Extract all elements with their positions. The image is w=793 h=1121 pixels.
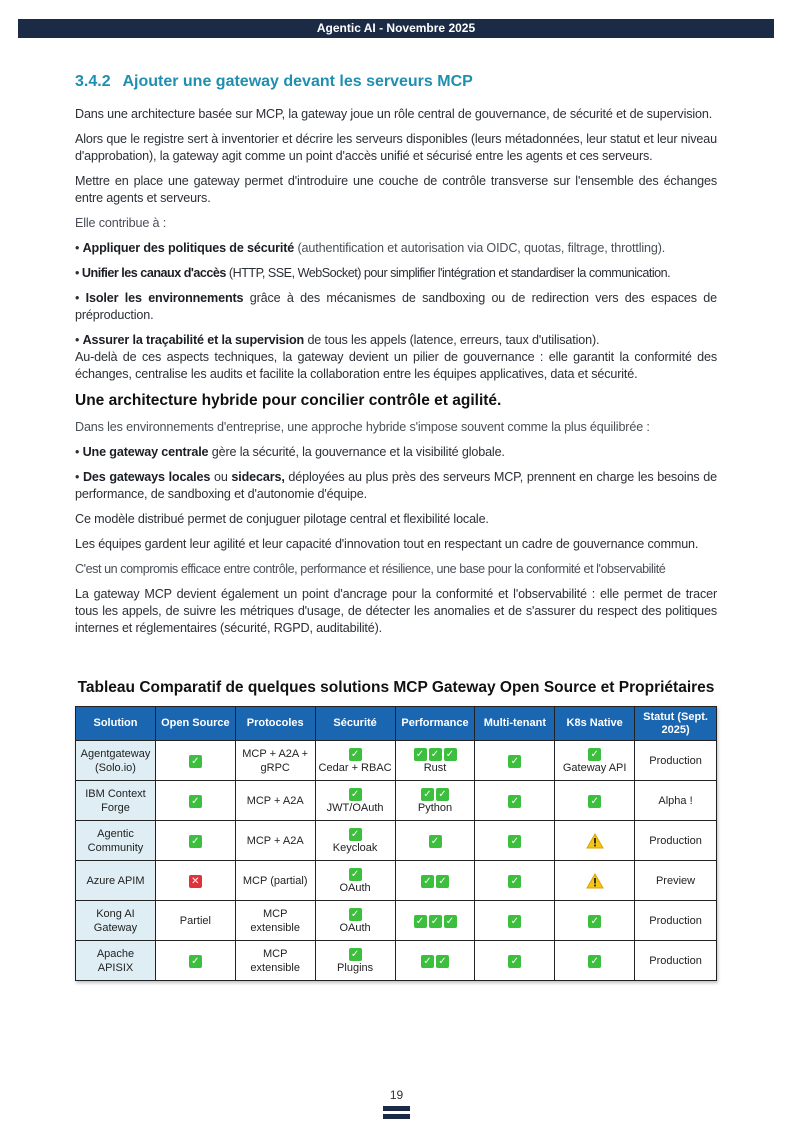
security-cell xyxy=(315,901,395,941)
footer-bar xyxy=(383,1114,410,1119)
protocols-cell: MCP (partial) xyxy=(235,861,315,901)
bullet-bold: Assurer la traçabilité et la supervision xyxy=(82,333,305,347)
check-group xyxy=(587,915,602,927)
check-group xyxy=(398,834,473,848)
k8s-cell xyxy=(555,741,635,781)
check-group xyxy=(188,795,203,807)
check-icon: ✓ xyxy=(588,955,601,968)
check-group xyxy=(318,907,393,921)
check-icon: ✓ xyxy=(444,915,457,928)
check-icon: ✓ xyxy=(588,795,601,808)
check-icon: ✓ xyxy=(349,788,362,801)
performance-cell xyxy=(395,861,475,901)
column-header: Solution xyxy=(76,707,156,741)
bullet-bold: Isoler les environnements xyxy=(85,291,244,305)
paragraph: Dans les environnements d'entreprise, une approche hybride s'impose souvent comme la plus équilibrée : xyxy=(75,420,650,434)
check-icon: ✓ xyxy=(189,835,202,848)
section-number: 3.4.2 xyxy=(75,73,111,90)
check-icon: ✓ xyxy=(349,748,362,761)
bullet-marker: • xyxy=(75,470,83,484)
protocols-cell: MCP + A2A xyxy=(235,821,315,861)
check-icon: ✓ xyxy=(436,788,449,801)
page-number: 19 xyxy=(389,1088,404,1102)
performance-cell xyxy=(395,941,475,981)
security-text: JWT/OAuth xyxy=(326,801,384,814)
bullet-list xyxy=(75,444,717,503)
open-source-cell xyxy=(155,781,235,821)
open-source-cell xyxy=(155,941,235,981)
check-group xyxy=(507,955,522,967)
check-icon: ✓ xyxy=(508,915,521,928)
table-row xyxy=(76,821,717,861)
paragraph: Les équipes gardent leur agilité et leur capacité d'innovation tout en respectant un cadre de gouvernance commun. xyxy=(75,537,699,551)
status-cell: Production xyxy=(635,821,717,861)
multi-tenant-cell xyxy=(475,861,555,901)
table-row xyxy=(76,781,717,821)
bullet-bold: Une gateway centrale xyxy=(82,445,209,459)
performance-cell xyxy=(395,741,475,781)
security-cell xyxy=(315,741,395,781)
column-header: Protocoles xyxy=(235,707,315,741)
multi-tenant-cell xyxy=(475,741,555,781)
status-cell: Production xyxy=(635,941,717,981)
k8s-cell xyxy=(555,941,635,981)
check-icon: ✓ xyxy=(588,748,601,761)
main-content xyxy=(75,72,717,645)
check-icon: ✓ xyxy=(508,955,521,968)
paragraph: Alors que le registre sert à inventorier et décrire les serveurs disponibles (leurs métadonnées, leur statut et leur niveau d'approbation), la gateway agit comme un point d'accès unifié et sécurisé entre les agents et ces serveurs. xyxy=(75,132,717,163)
bullet-marker: • xyxy=(75,333,83,347)
solution-cell: Apache APISIX xyxy=(76,941,156,981)
paragraph: Mettre en place une gateway permet d'introduire une couche de contrôle transverse sur l'ensemble des échanges entre agents et serveurs. xyxy=(75,174,717,205)
performance-cell xyxy=(395,821,475,861)
performance-text: Rust xyxy=(423,761,447,774)
paragraph: Dans une architecture basée sur MCP, la gateway joue un rôle central de gouvernance, de sécurité et de supervision. xyxy=(75,107,713,121)
footer-bar xyxy=(383,1106,410,1111)
check-group xyxy=(398,954,473,968)
security-text: OAuth xyxy=(339,881,371,894)
security-cell xyxy=(315,821,395,861)
column-header: K8s Native xyxy=(555,707,635,741)
k8s-cell xyxy=(555,821,635,861)
check-icon: ✓ xyxy=(421,955,434,968)
check-icon: ✓ xyxy=(414,748,427,761)
table-row xyxy=(76,861,717,901)
security-cell xyxy=(315,781,395,821)
security-text: Cedar + RBAC xyxy=(318,761,392,774)
multi-tenant-cell xyxy=(475,781,555,821)
bullet-marker: • xyxy=(75,266,82,280)
security-cell xyxy=(315,941,395,981)
check-icon: ✓ xyxy=(508,795,521,808)
check-icon: ✓ xyxy=(349,948,362,961)
bullet-text: déployées au plus près des serveurs MCP, prennent en charge les besoins de performance, de sandboxing et d'autonomie d'équipe. xyxy=(75,470,718,501)
column-header: Open Source xyxy=(155,707,235,741)
k8s-cell xyxy=(555,861,635,901)
check-group xyxy=(188,835,203,847)
bullet-item xyxy=(75,444,717,461)
section-heading: Ajouter une gateway devant les serveurs MCP xyxy=(122,73,473,90)
table-header-row xyxy=(76,707,717,741)
column-header: Statut (Sept. 2025) xyxy=(635,707,717,741)
check-icon: ✓ xyxy=(588,915,601,928)
solution-cell: Agentic Community xyxy=(76,821,156,861)
bullet-item xyxy=(75,469,717,503)
check-icon: ✓ xyxy=(508,755,521,768)
paragraph: Au-delà de ces aspects techniques, la gateway devient un pilier de gouvernance : elle garantit la conformité des échanges, centralise les audits et facilite la collaboration entre les équipes applicatives, data et sécurité. xyxy=(75,350,717,381)
bullet-bold: sidecars, xyxy=(231,470,285,484)
check-icon: ✓ xyxy=(429,915,442,928)
warning-icon xyxy=(586,833,604,849)
bullet-marker: • xyxy=(75,241,83,255)
bullet-text: (authentification et autorisation via OIDC, quotas, filtrage, throttling). xyxy=(294,241,666,255)
security-cell xyxy=(315,861,395,901)
performance-text: Python xyxy=(417,801,453,814)
comparison-table xyxy=(75,706,717,981)
open-source-cell xyxy=(155,861,235,901)
check-icon: ✓ xyxy=(349,868,362,881)
check-icon: ✓ xyxy=(436,875,449,888)
multi-tenant-cell xyxy=(475,901,555,941)
protocols-cell: MCP extensible xyxy=(235,941,315,981)
solution-cell: IBM Context Forge xyxy=(76,781,156,821)
protocols-cell: MCP extensible xyxy=(235,901,315,941)
check-icon: ✓ xyxy=(349,828,362,841)
check-group xyxy=(318,787,393,801)
status-cell: Alpha ! xyxy=(635,781,717,821)
paragraph: C'est un compromis efficace entre contrôle, performance et résilience, une base pour la conformité et l'observabilité xyxy=(75,562,666,576)
table-title: Tableau Comparatif de quelques solutions MCP Gateway Open Source et Propriétaires xyxy=(77,679,715,696)
table-row xyxy=(76,741,717,781)
performance-cell xyxy=(395,901,475,941)
solution-cell: Agentgateway (Solo.io) xyxy=(76,741,156,781)
k8s-text: Gateway API xyxy=(562,761,627,774)
check-group xyxy=(398,747,473,761)
paragraph: La gateway MCP devient également un point d'ancrage pour la conformité et l'observabilité : elle permet de tracer tous les appels, de suivre les métriques d'usage, de détecter les anomalies et de s'assurer du respect des politiques internes et réglementaires (sécurité, RGPD, auditabilité). xyxy=(75,587,717,635)
table-row xyxy=(76,941,717,981)
check-icon: ✓ xyxy=(429,748,442,761)
cell-text: Partiel xyxy=(179,914,211,927)
security-text: OAuth xyxy=(339,921,371,934)
protocols-cell: MCP + A2A xyxy=(235,781,315,821)
check-icon: ✓ xyxy=(444,748,457,761)
check-group xyxy=(398,874,473,888)
cross-icon: ✕ xyxy=(189,875,202,888)
bullet-item xyxy=(75,332,717,349)
check-group xyxy=(507,875,522,887)
bullet-bold: Unifier les canaux d'accès xyxy=(81,266,226,280)
check-group xyxy=(507,755,522,767)
solution-cell: Kong AI Gateway xyxy=(76,901,156,941)
bullet-bold: Des gateways locales xyxy=(82,470,211,484)
check-group xyxy=(587,795,602,807)
document-header: Agentic AI - Novembre 2025 xyxy=(18,19,774,38)
check-icon: ✓ xyxy=(414,915,427,928)
bullet-item xyxy=(75,240,717,257)
check-group xyxy=(587,955,602,967)
bullet-marker: • xyxy=(75,291,86,305)
security-text: Keycloak xyxy=(332,841,378,854)
column-header: Multi-tenant xyxy=(475,707,555,741)
check-icon: ✓ xyxy=(421,875,434,888)
check-group xyxy=(188,955,203,967)
paragraph: Elle contribue à : xyxy=(75,216,167,230)
solution-cell: Azure APIM xyxy=(76,861,156,901)
check-icon: ✓ xyxy=(349,908,362,921)
warning-icon xyxy=(586,873,604,889)
check-group xyxy=(318,827,393,841)
bullet-item xyxy=(75,290,717,324)
protocols-cell: MCP + A2A + gRPC xyxy=(235,741,315,781)
check-group xyxy=(507,915,522,927)
bullet-text: ou xyxy=(210,470,232,484)
column-header: Performance xyxy=(395,707,475,741)
check-group xyxy=(318,867,393,881)
multi-tenant-cell xyxy=(475,821,555,861)
bullet-list xyxy=(75,240,717,349)
check-group xyxy=(507,795,522,807)
bullet-text: gère la sécurité, la gouvernance et la visibilité globale. xyxy=(208,445,505,459)
check-icon: ✓ xyxy=(508,835,521,848)
bullet-bold: Appliquer des politiques de sécurité xyxy=(82,241,295,255)
section-title xyxy=(75,72,717,92)
k8s-cell xyxy=(555,901,635,941)
check-icon: ✓ xyxy=(189,795,202,808)
check-icon: ✓ xyxy=(436,955,449,968)
bullet-item xyxy=(75,265,717,282)
security-text: Plugins xyxy=(337,961,374,974)
bullet-text: grâce à des mécanismes de sandboxing ou de redirection vers des espaces de préproduction. xyxy=(75,291,717,322)
table-row xyxy=(76,901,717,941)
subheading: Une architecture hybride pour concilier contrôle et agilité. xyxy=(75,392,502,409)
check-icon: ✓ xyxy=(429,835,442,848)
k8s-cell xyxy=(555,781,635,821)
check-group xyxy=(398,914,473,928)
check-icon: ✓ xyxy=(189,955,202,968)
check-icon: ✓ xyxy=(189,755,202,768)
bullet-text: (HTTP, SSE, WebSocket) pour simplifier l'intégration et standardiser la communication. xyxy=(225,266,671,280)
status-cell: Production xyxy=(635,741,717,781)
check-group xyxy=(507,835,522,847)
status-cell: Preview xyxy=(635,861,717,901)
bullet-text: de tous les appels (latence, erreurs, taux d'utilisation). xyxy=(304,333,600,347)
column-header: Sécurité xyxy=(315,707,395,741)
open-source-cell xyxy=(155,821,235,861)
paragraph: Ce modèle distribué permet de conjuguer pilotage central et flexibilité locale. xyxy=(75,512,489,526)
check-group xyxy=(318,747,393,761)
check-group xyxy=(188,755,203,767)
performance-cell xyxy=(395,781,475,821)
open-source-cell xyxy=(155,901,235,941)
open-source-cell xyxy=(155,741,235,781)
check-group xyxy=(398,787,473,801)
check-group xyxy=(318,947,393,961)
check-icon: ✓ xyxy=(421,788,434,801)
check-group xyxy=(557,747,632,761)
check-icon: ✓ xyxy=(508,875,521,888)
table-body xyxy=(76,741,717,981)
bullet-marker: • xyxy=(75,445,83,459)
multi-tenant-cell xyxy=(475,941,555,981)
status-cell: Production xyxy=(635,901,717,941)
